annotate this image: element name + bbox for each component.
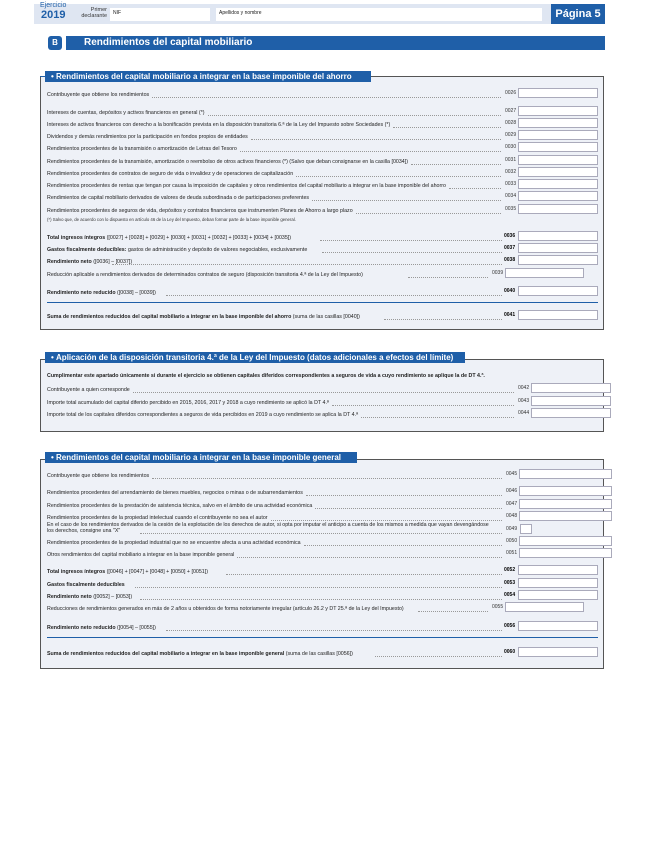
leader-line xyxy=(361,417,514,418)
casilla-code: 0034 xyxy=(505,193,517,199)
casilla-code: 0050 xyxy=(506,538,518,544)
row-label: Contribuyente a quien corresponde xyxy=(47,387,130,393)
row-label: Rendimientos procedentes de la transmisión, amortización o reembolso de otros activos financieros (*) (Salvo que deban consignarse en la casilla [0034]) xyxy=(47,159,408,165)
leader-line xyxy=(208,115,501,116)
row-label: Rendimientos procedentes de la propiedad industrial que no se encuentre afecta a una actividad económica xyxy=(47,540,301,546)
rend-neto-ahorro-label: Rendimiento neto ([0036] – [0037]) xyxy=(47,259,133,265)
row-label: Dividendos y demás rendimientos por la participación en fondos propios de entidades xyxy=(47,134,248,140)
casilla-0036-input[interactable] xyxy=(518,231,598,241)
leader-line xyxy=(271,520,502,521)
row-label: Rendimientos procedentes de seguros de vida, depósitos y contratos financieros que instrumenten Planes de Ahorro a largo plazo xyxy=(47,208,353,214)
section-letter-badge: B xyxy=(48,36,62,50)
leader-line xyxy=(315,508,502,509)
casilla-code: 0052 xyxy=(504,567,516,573)
ejercicio-label: Ejercicio xyxy=(40,2,67,9)
casilla-0037-input[interactable] xyxy=(518,243,598,253)
casilla-code: 0037 xyxy=(504,245,516,251)
leader-line xyxy=(226,574,502,575)
leader-line xyxy=(312,200,501,201)
casilla-0026-input[interactable] xyxy=(518,88,598,98)
casilla-0046-input[interactable] xyxy=(519,486,612,496)
casilla-code: 0036 xyxy=(504,233,516,239)
leader-line xyxy=(140,533,502,534)
suma-general-label: Suma de rendimientos reducidos del capital mobiliario a integrar en la base imponible general (suma de las casillas [0056]) xyxy=(47,651,353,657)
leader-line xyxy=(152,97,501,98)
casilla-code: 0031 xyxy=(505,157,517,163)
casilla-0034-input[interactable] xyxy=(518,191,598,201)
suma-ahorro-label: Suma de rendimientos reducidos del capital mobiliario a integrar en la base imponible del ahorro (suma de las casillas [0040]) xyxy=(47,314,360,320)
casilla-code: 0032 xyxy=(505,169,517,175)
row-label: Rendimientos de capital mobiliario derivados de valores de deuda subordinada o de participaciones preferentes xyxy=(47,195,310,201)
casilla-0031-input[interactable] xyxy=(518,155,598,165)
cesion-line-1: En el caso de los rendimientos derivados de la cesión de la explotación de los derechos de autor, si opta por imputar el anticipo a cuenta de los mismos a medida que vayan devengándose xyxy=(47,522,489,528)
leader-line xyxy=(140,599,502,600)
casilla-code: 0046 xyxy=(506,488,518,494)
casilla-code: 0038 xyxy=(504,257,516,263)
row-label: Importe total de los capitales diferidos correspondientes a seguros de vida percibidos en 2019 a cuyo rendimiento se aplica la DT 4.ª xyxy=(47,412,359,418)
casilla-code: 0039 xyxy=(492,270,504,276)
casilla-0033-input[interactable] xyxy=(518,179,598,189)
leader-line xyxy=(393,127,501,128)
casilla-code: 0041 xyxy=(504,312,516,318)
bullet-icon: • xyxy=(51,353,57,362)
casilla-0039-input[interactable] xyxy=(505,268,584,278)
row-label: Contribuyente que obtiene los rendimientos xyxy=(47,473,150,479)
casilla-0053-input[interactable] xyxy=(518,578,598,588)
leader-line xyxy=(332,405,514,406)
casilla-code: 0027 xyxy=(505,108,517,114)
nif-field[interactable]: NIF xyxy=(110,8,210,21)
casilla-0048-input[interactable] xyxy=(519,511,612,521)
panel-dt4-title: • Aplicación de la disposición transitoria 4.ª de la Ley del Impuesto (datos adicionales a efectos del límite) xyxy=(45,352,465,363)
leader-line xyxy=(384,319,502,320)
casilla-code: 0056 xyxy=(504,623,516,629)
rend-reducido-general-label: Rendimiento neto reducido ([0054] – [0055]) xyxy=(47,625,156,631)
leader-line xyxy=(304,545,502,546)
bullet-icon: • xyxy=(51,72,57,81)
leader-line xyxy=(166,630,502,631)
leader-line xyxy=(112,264,502,265)
leader-line xyxy=(306,495,502,496)
panel-base-general-title: • Rendimientos del capital mobiliario a integrar en la base imponible general xyxy=(45,452,357,463)
reduccion-general-label: Reducciones de rendimientos generados en más de 2 años u obtenidos de forma notoriamente irregular (artículo 26.2 y DT 25.ª de la Ley del Impuesto) xyxy=(47,606,404,612)
casilla-code: 0055 xyxy=(492,604,504,610)
casilla-0055-input[interactable] xyxy=(505,602,584,612)
casilla-code: 0048 xyxy=(506,513,518,519)
row-label: Rendimientos procedentes del arrendamiento de bienes muebles, negocios o minas o de subarrendamientos xyxy=(47,490,303,496)
row-label: Rendimientos procedentes de la propiedad intelectual cuando el contribuyente no sea el autor xyxy=(47,515,268,521)
casilla-0038-input[interactable] xyxy=(518,255,598,265)
bullet-icon: • xyxy=(51,453,57,462)
casilla-0052-input[interactable] xyxy=(518,565,598,575)
gastos-general-label: Gastos fiscalmente deducibles xyxy=(47,582,125,588)
reduccion-ahorro-label: Reducción aplicable a rendimientos derivados de determinados contratos de seguro (disposición transitoria 4.ª de la Ley del Impuesto) xyxy=(47,272,363,278)
ejercicio-year: 2019 xyxy=(41,9,66,21)
leader-line xyxy=(320,240,502,241)
separator-line xyxy=(47,637,598,638)
casilla-0028-input[interactable] xyxy=(518,118,598,128)
casilla-code: 0030 xyxy=(505,144,517,150)
leader-line xyxy=(408,277,488,278)
dt4-intro: Cumplimentar este apartado únicamente si durante el ejercicio se obtienen capitales diferidos correspondientes a seguros de vida a cuyo rendimiento se aplique la de DT 4.ª. xyxy=(47,373,485,379)
leader-line xyxy=(296,176,501,177)
leader-line xyxy=(152,478,502,479)
leader-line xyxy=(240,151,501,152)
leader-line xyxy=(133,392,514,393)
casilla-code: 0035 xyxy=(505,206,517,212)
casilla-0042-input[interactable] xyxy=(531,383,611,393)
rend-reducido-ahorro-label: Rendimiento neto reducido ([0038] – [0039]) xyxy=(47,290,156,296)
row-label: Otros rendimientos del capital mobiliario a integrar en la base imponible general xyxy=(47,552,235,558)
casilla-code: 0054 xyxy=(504,592,516,598)
row-label: Rendimientos procedentes de la transmisión o amortización de Letras del Tesoro xyxy=(47,146,237,152)
casilla-code: 0044 xyxy=(518,410,530,416)
casilla-0035-input[interactable] xyxy=(518,204,598,214)
row-label: Rendimientos procedentes de contratos de seguro de vida o invalidez y de operaciones de capitalización xyxy=(47,171,294,177)
casilla-0050-input[interactable] xyxy=(519,536,612,546)
casilla-0030-input[interactable] xyxy=(518,142,598,152)
leader-line xyxy=(237,557,502,558)
row-label: Intereses de cuentas, depósitos y activos financieros en general (*) xyxy=(47,110,205,116)
casilla-code: 0042 xyxy=(518,385,530,391)
cesion-line-2: los derechos, consigne una "X" xyxy=(47,528,121,534)
casilla-0044-input[interactable] xyxy=(531,408,611,418)
leader-line xyxy=(375,656,502,657)
leader-line xyxy=(356,213,501,214)
casilla-0041-input[interactable] xyxy=(518,310,598,320)
gastos-ahorro-label: Gastos fiscalmente deducibles: gastos de administración y depósito de valores negociables, exclusivamente xyxy=(47,247,308,253)
separator-line xyxy=(47,302,598,303)
leader-line xyxy=(135,587,502,588)
casilla-0027-input[interactable] xyxy=(518,106,598,116)
panel1-note: (*) Salvo que, de acuerdo con lo dispuesto en artículo 46 de la Ley del Impuesto, deban formar parte de la base imponible general. xyxy=(47,217,296,222)
casilla-code: 0029 xyxy=(505,132,517,138)
casilla-code: 0033 xyxy=(505,181,517,187)
casilla-code: 0049 xyxy=(506,526,518,532)
rend-neto-general-label: Rendimiento neto ([0052] – [0053]) xyxy=(47,594,133,600)
primer-declarante-label: Primer declarante xyxy=(81,7,107,19)
total-ingresos-general-label: Total ingresos íntegros ([0046] + [0047] + [0048] + [0050] + [0051]) xyxy=(47,569,208,575)
casilla-0047-input[interactable] xyxy=(519,499,612,509)
leader-line xyxy=(418,611,488,612)
leader-line xyxy=(166,295,502,296)
casilla-code: 0045 xyxy=(506,471,518,477)
casilla-code: 0051 xyxy=(506,550,518,556)
casilla-0060-input[interactable] xyxy=(518,647,598,657)
casilla-0049-checkbox[interactable] xyxy=(520,524,532,534)
casilla-0043-input[interactable] xyxy=(531,396,611,406)
row-label: Importe total acumulado del capital diferido percibido en 2015, 2016, 2017 y 2018 a cuyo rendimiento se aplicó la DT 4.ª xyxy=(47,400,329,406)
casilla-code: 0043 xyxy=(518,398,530,404)
leader-line xyxy=(251,139,501,140)
row-label: Intereses de activos financieros con derecho a la bonificación prevista en la disposición transitoria 6.ª de la Ley del Impuesto sobre Sociedades (*) xyxy=(47,122,391,128)
page-number: Página 5 xyxy=(551,4,605,24)
row-label: Contribuyente que obtiene los rendimientos xyxy=(47,92,150,98)
casilla-0054-input[interactable] xyxy=(518,590,598,600)
casilla-0051-input[interactable] xyxy=(519,548,612,558)
casilla-0040-input[interactable] xyxy=(518,286,598,296)
casilla-0032-input[interactable] xyxy=(518,167,598,177)
total-ingresos-ahorro-label: Total ingresos íntegros ([0027] + [0028] + [0029] + [0030] + [0031] + [0032] + [0033] + [0034] + [0035]) xyxy=(47,235,292,241)
casilla-code: 0053 xyxy=(504,580,516,586)
casilla-code: 0040 xyxy=(504,288,516,294)
casilla-code: 0060 xyxy=(504,649,516,655)
apellidos-field[interactable]: Apellidos y nombre xyxy=(216,8,542,21)
leader-line xyxy=(411,164,501,165)
casilla-0056-input[interactable] xyxy=(518,621,598,631)
casilla-0045-input[interactable] xyxy=(519,469,612,479)
casilla-code: 0047 xyxy=(506,501,518,507)
row-label: Rendimientos procedentes de rentas que tengan por causa la imposición de capitales y otros rendimientos del capital mobiliario a integrar en la base imponible del ahorro xyxy=(47,183,446,189)
section-title: Rendimientos del capital mobiliario xyxy=(66,36,605,50)
casilla-code: 0028 xyxy=(505,120,517,126)
row-label: Rendimientos procedentes de la prestación de asistencia técnica, salvo en el ámbito de una actividad económica xyxy=(47,503,313,509)
leader-line xyxy=(449,188,501,189)
panel-base-ahorro-title: • Rendimientos del capital mobiliario a integrar en la base imponible del ahorro xyxy=(45,71,371,82)
casilla-code: 0026 xyxy=(505,90,517,96)
leader-line xyxy=(322,252,502,253)
casilla-0029-input[interactable] xyxy=(518,130,598,140)
